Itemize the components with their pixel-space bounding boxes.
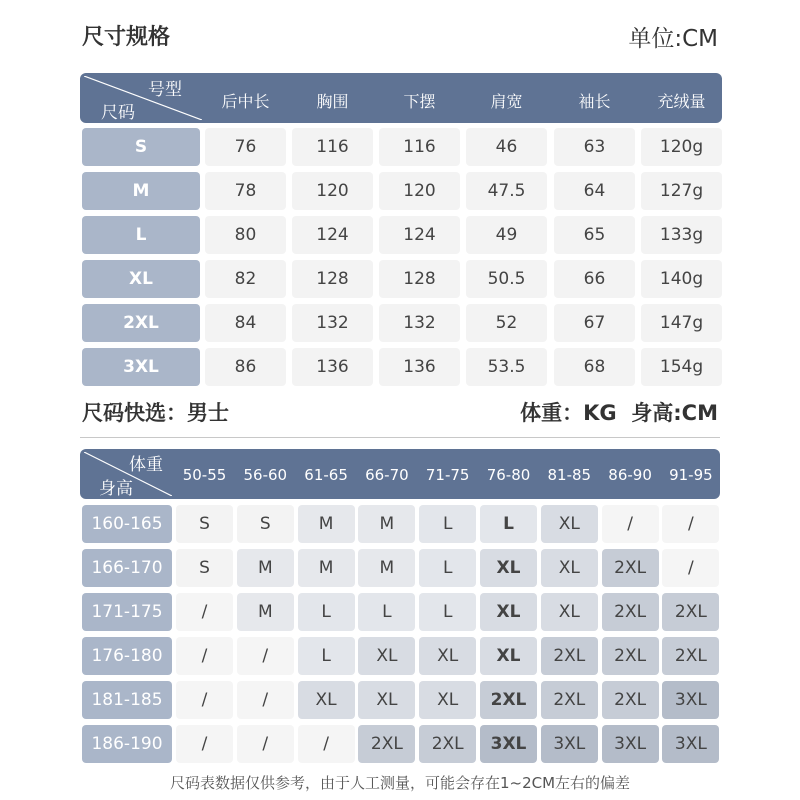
size-cell: 50.5	[466, 260, 547, 298]
size-cell: 67	[554, 304, 635, 342]
fit-cell: L	[480, 505, 537, 543]
fit-cell: 2XL	[602, 681, 659, 719]
size-cell: 78	[205, 172, 286, 210]
fit-cell: 2XL	[602, 593, 659, 631]
size-cell: 49	[466, 216, 547, 254]
size-row-label: L	[82, 216, 200, 254]
size-cell: 120	[292, 172, 373, 210]
fit-cell: /	[237, 725, 294, 763]
size-col-header: 胸围	[316, 91, 349, 111]
size-cell: 120	[379, 172, 460, 210]
size-row-label: S	[82, 128, 200, 166]
fit-cell: XL	[541, 593, 598, 631]
fit-cell: M	[358, 505, 415, 543]
size-cell: 47.5	[466, 172, 547, 210]
fit-cell: /	[176, 593, 233, 631]
fit-cell: 3XL	[480, 725, 537, 763]
fit-cell: M	[237, 593, 294, 631]
size-col-header: 肩宽	[490, 91, 523, 111]
size-cell: 76	[205, 128, 286, 166]
fit-cell: /	[662, 549, 719, 587]
fit-row-label: 176-180	[82, 637, 172, 675]
fit-cell: /	[298, 725, 355, 763]
size-cell: 154g	[641, 348, 722, 386]
fit-cell: XL	[419, 637, 476, 675]
fit-cell: /	[176, 637, 233, 675]
size-col-header: 后中长	[221, 91, 270, 111]
fit-cell: 2XL	[602, 637, 659, 675]
size-cell: 132	[292, 304, 373, 342]
size-row-label: 3XL	[82, 348, 200, 386]
fit-cell: XL	[358, 637, 415, 675]
fit-cell: XL	[480, 549, 537, 587]
size-cell: 124	[292, 216, 373, 254]
size-row-label: M	[82, 172, 200, 210]
size-cell: 46	[466, 128, 547, 166]
fit-row-label: 186-190	[82, 725, 172, 763]
fit-col-header: 91-95	[669, 466, 713, 484]
fit-cell: 2XL	[662, 593, 719, 631]
size-row-label: 2XL	[82, 304, 200, 342]
size-cell: 127g	[641, 172, 722, 210]
fit-cell: M	[237, 549, 294, 587]
size-cell: 147g	[641, 304, 722, 342]
size-cell: 132	[379, 304, 460, 342]
fit-corner-bottom: 身高	[99, 478, 133, 499]
fit-cell: /	[176, 725, 233, 763]
fit-cell: L	[419, 549, 476, 587]
fit-cell: L	[358, 593, 415, 631]
fit-cell: XL	[480, 593, 537, 631]
size-cell: 68	[554, 348, 635, 386]
unit-label: 单位:CM	[628, 26, 718, 52]
page-title: 尺寸规格	[82, 25, 171, 50]
size-corner-bottom: 尺码	[101, 102, 135, 123]
fit-cell: L	[298, 637, 355, 675]
fit-cell: 2XL	[602, 549, 659, 587]
fit-col-header: 56-60	[243, 466, 288, 484]
fit-corner-top: 体重	[129, 454, 163, 475]
size-cell: 128	[379, 260, 460, 298]
size-row-label: XL	[82, 260, 200, 298]
size-col-header: 袖长	[578, 91, 611, 111]
fit-cell: M	[298, 549, 355, 587]
size-corner-top: 号型	[148, 79, 182, 100]
fit-cell: 2XL	[358, 725, 415, 763]
fit-cell: XL	[541, 505, 598, 543]
fit-cell: S	[176, 505, 233, 543]
fit-cell: 2XL	[419, 725, 476, 763]
fit-cell: 3XL	[602, 725, 659, 763]
fit-cell: XL	[298, 681, 355, 719]
size-cell: 136	[379, 348, 460, 386]
fit-col-header: 76-80	[486, 466, 531, 484]
size-cell: 133g	[641, 216, 722, 254]
section-divider	[80, 437, 720, 438]
fit-row-label: 166-170	[82, 549, 172, 587]
fit-row-label: 160-165	[82, 505, 172, 543]
fit-col-header: 71-75	[425, 466, 470, 484]
size-col-header: 下摆	[403, 91, 436, 111]
fit-cell: M	[298, 505, 355, 543]
fit-row-label: 181-185	[82, 681, 172, 719]
fit-col-header: 61-65	[304, 466, 348, 484]
fit-cell: XL	[480, 637, 537, 675]
fit-cell: XL	[541, 549, 598, 587]
size-cell: 120g	[641, 128, 722, 166]
fit-cell: /	[176, 681, 233, 719]
fit-cell: /	[237, 681, 294, 719]
size-cell: 116	[379, 128, 460, 166]
fit-cell: /	[602, 505, 659, 543]
size-cell: 84	[205, 304, 286, 342]
size-cell: 82	[205, 260, 286, 298]
size-cell: 116	[292, 128, 373, 166]
fit-col-header: 66-70	[365, 466, 409, 484]
fit-cell: XL	[358, 681, 415, 719]
size-cell: 124	[379, 216, 460, 254]
size-cell: 53.5	[466, 348, 547, 386]
footer-note: 尺码表数据仅供参考，由于人工测量，可能会存在1~2CM左右的偏差	[169, 774, 631, 792]
fit-cell: M	[358, 549, 415, 587]
fit-cell: 2XL	[541, 681, 598, 719]
fit-cell: /	[237, 637, 294, 675]
size-cell: 80	[205, 216, 286, 254]
fit-cell: S	[237, 505, 294, 543]
fit-cell: L	[419, 593, 476, 631]
size-cell: 86	[205, 348, 286, 386]
fit-cell: 3XL	[541, 725, 598, 763]
fit-cell: S	[176, 549, 233, 587]
fit-col-header: 50-55	[182, 466, 227, 484]
fit-cell: L	[419, 505, 476, 543]
size-cell: 66	[554, 260, 635, 298]
quick-select-unit: 体重：KG 身高:CM	[520, 401, 718, 425]
fit-cell: XL	[419, 681, 476, 719]
fit-cell: 3XL	[662, 681, 719, 719]
fit-cell: 3XL	[662, 725, 719, 763]
fit-cell: 2XL	[541, 637, 598, 675]
size-cell: 52	[466, 304, 547, 342]
size-cell: 65	[554, 216, 635, 254]
fit-cell: 2XL	[662, 637, 719, 675]
fit-col-header: 86-90	[608, 466, 652, 484]
quick-select-title: 尺码快选：男士	[82, 401, 229, 425]
size-cell: 64	[554, 172, 635, 210]
size-cell: 140g	[641, 260, 722, 298]
fit-cell: /	[662, 505, 719, 543]
fit-col-header: 81-85	[547, 466, 592, 484]
fit-cell: L	[298, 593, 355, 631]
size-cell: 136	[292, 348, 373, 386]
size-col-header: 充绒量	[657, 91, 706, 111]
size-cell: 63	[554, 128, 635, 166]
fit-row-label: 171-175	[82, 593, 172, 631]
fit-cell: 2XL	[480, 681, 537, 719]
size-cell: 128	[292, 260, 373, 298]
